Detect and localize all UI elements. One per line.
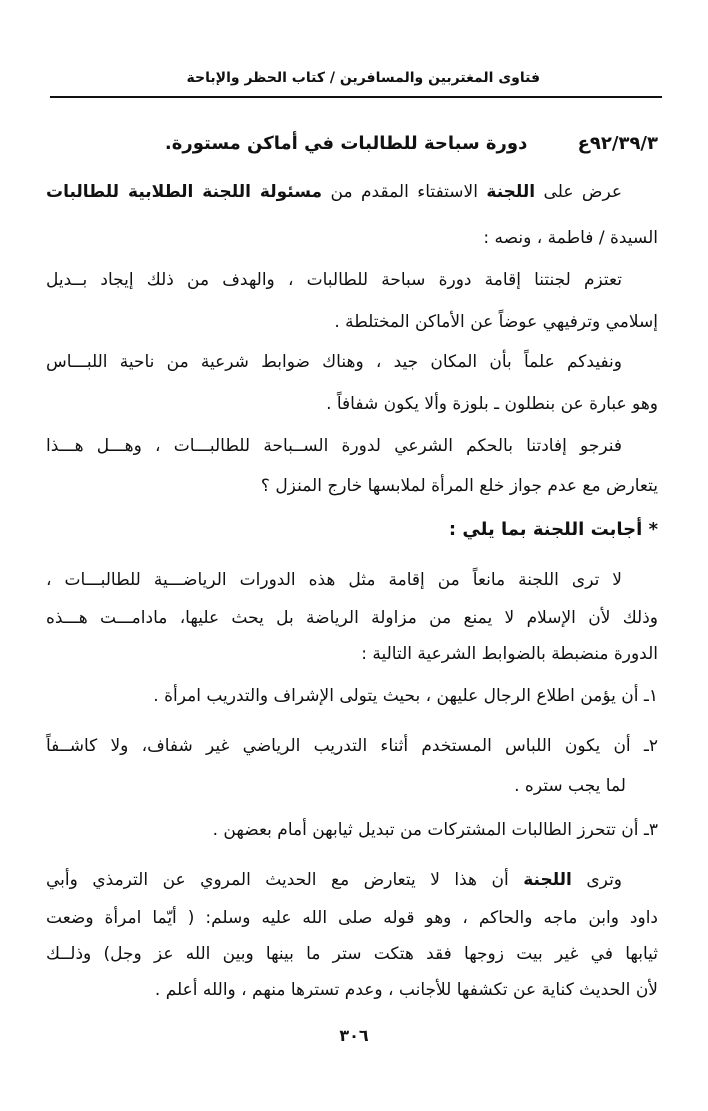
intro-text: الاستفتاء المقدم من bbox=[322, 182, 487, 202]
fatwa-number: ٩٢/٣٩/٣ع bbox=[577, 133, 658, 154]
condition-item-3: ٣ـ أن تتحرز الطالبات المشتركات من تبديل ثيابهن أمام بعضهن . bbox=[212, 820, 658, 840]
question-p1-line-1 bbox=[46, 266, 658, 294]
condition-item-2-line-1: ٢ـ أن يكون اللباس المستخدم أثناء التدريب الرياضي غير شفاف، ولا كاشــفاً bbox=[46, 736, 658, 756]
intro-line-2: السيدة / فاطمة ، ونصه : bbox=[483, 228, 658, 248]
fatwa-title-line bbox=[165, 130, 658, 158]
question-text: ونفيدكم علماً بأن المكان جيد ، وهناك ضوابط شرعية من ناحية اللبـــاس bbox=[46, 352, 622, 372]
header-rule bbox=[50, 96, 662, 98]
condition-item-1: ١ـ أن يؤمن اطلاع الرجال عليهن ، بحيث يتولى الإشراف والتدريب امرأة . bbox=[153, 686, 658, 706]
condition-item-2-line-2: لما يجب ستره . bbox=[514, 776, 626, 796]
question-text: تعتزم لجنتنا إقامة دورة سباحة للطالبات ، والهدف من ذلك إيجاد بــديل bbox=[46, 270, 622, 290]
answer-p1-line-3: الدورة منضبطة بالضوابط الشرعية التالية : bbox=[361, 644, 658, 664]
answer-text: لا ترى اللجنة مانعاً من إقامة مثل هذه الدورات الرياضـــية للطالبـــات ، bbox=[46, 570, 622, 590]
answer-text: وترى bbox=[571, 870, 623, 890]
question-text: فنرجو إفادتنا بالحكم الشرعي لدورة الســباحة للطالبـــات ، وهـــل هـــذا bbox=[46, 436, 622, 456]
answer-text: أن هذا لا يتعارض مع الحديث المروي عن الترمذي وأبي bbox=[46, 870, 524, 890]
organization-name: مسئولة اللجنة الطلابية للطالبات bbox=[46, 182, 323, 202]
question-p3-line-1 bbox=[46, 432, 658, 460]
intro-text: عرض على bbox=[535, 182, 623, 202]
question-p2-line-1 bbox=[46, 348, 658, 376]
question-p1-line-2: إسلامي وترفيهي عوضاً عن الأماكن المختلطة . bbox=[334, 312, 658, 332]
answer-p2-line-2: داود وابن ماجه والحاكم ، وهو قوله صلى الله عليه وسلم: ( أيّما امرأة وضعت bbox=[46, 908, 658, 928]
answer-p2-line-1 bbox=[46, 866, 658, 894]
question-p2-line-2: وهو عبارة عن بنطلون ـ بلوزة وألا يكون شفافاً . bbox=[326, 394, 658, 414]
answer-heading: * أجابت اللجنة بما يلي : bbox=[448, 519, 658, 540]
page-number: ٣٠٦ bbox=[339, 1026, 369, 1045]
answer-p2-line-4: لأن الحديث كناية عن تكشفها للأجانب ، وعدم تسترها منهم ، والله أعلم . bbox=[154, 980, 658, 1000]
running-header: فتاوى المغتربين والمسافرين / كتاب الحظر والإباحة bbox=[186, 70, 540, 86]
intro-line-1 bbox=[46, 178, 658, 206]
committee-word: اللجنة bbox=[486, 182, 536, 202]
answer-p1-line-2: وذلك لأن الإسلام لا يمنع من مزاولة الرياضة بل يحث عليها، مادامـــت هـــذه bbox=[46, 608, 658, 628]
committee-word: اللجنة bbox=[523, 870, 572, 890]
answer-p2-line-3: ثيابها في غير بيت زوجها فقد هتكت ستر ما بينها وبين الله عز وجل) وذلــك bbox=[46, 944, 658, 964]
answer-p1-line-1 bbox=[46, 566, 658, 594]
fatwa-title: دورة سباحة للطالبات في أماكن مستورة. bbox=[164, 133, 528, 154]
question-p3-line-2: يتعارض مع عدم جواز خلع المرأة لملابسها خارج المنزل ؟ bbox=[260, 476, 658, 496]
